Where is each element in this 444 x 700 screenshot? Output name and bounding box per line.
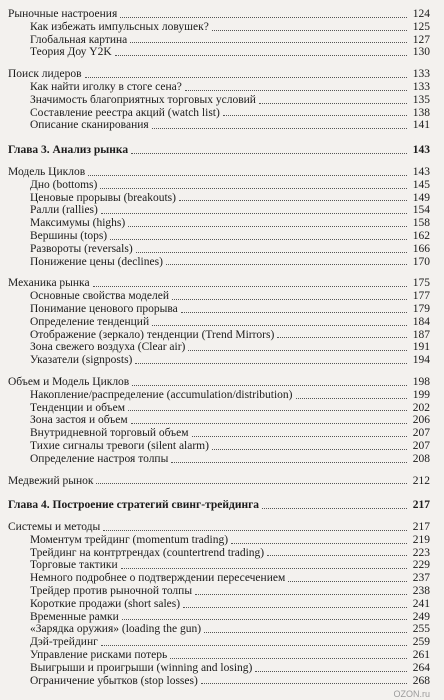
dot-leader [88,175,407,176]
section-spacer [8,157,430,166]
subsection-entry [8,329,430,342]
dot-leader [288,581,407,582]
entry-title: Выигрыши и проигрыши (winning and losing) [30,661,253,674]
dot-leader [171,462,407,463]
dot-leader [85,77,407,78]
dot-leader [166,264,407,265]
dot-leader [132,385,407,386]
section-entry [8,68,430,81]
dot-leader [192,436,407,437]
subsection-entry [8,636,430,649]
dot-leader [152,325,407,326]
section-entry [8,166,430,179]
dot-leader [128,410,407,411]
entry-title: Медвежий рынок [8,474,94,487]
subsection-entry [8,243,430,256]
entry-title: Определение настроя толпы [30,452,169,465]
page-number: 261 [412,649,430,662]
dot-leader [172,299,407,300]
page-number: 154 [412,204,430,217]
dot-leader [262,508,407,509]
subsection-entry [8,414,430,427]
dot-leader [101,645,407,646]
entry-title: Дно (bottoms) [30,178,98,191]
dot-leader [130,42,407,43]
entry-title: Накопление/распределение (accumulation/distribution) [30,388,293,401]
subsection-entry [8,402,430,415]
page-number: 207 [412,439,430,452]
page-number: 219 [412,533,430,546]
dot-leader [223,115,407,116]
page-number: 241 [412,597,430,610]
entry-title: Трейдер против рыночной толпы [30,585,193,598]
subsection-entry [8,389,430,402]
subsection-entry [8,585,430,598]
entry-title: Тихие сигналы тревоги (silent alarm) [30,439,209,452]
page-number: 179 [412,302,430,315]
entry-title: Временные рамки [30,610,119,623]
dot-leader [96,483,407,484]
page-number: 127 [412,33,430,46]
page-number: 184 [412,315,430,328]
subsection-entry [8,649,430,662]
page-number: 229 [412,559,430,572]
dot-leader [131,153,407,154]
entry-title: Системы и методы [8,521,101,534]
dot-leader [255,671,407,672]
entry-title: Рыночные настроения [8,8,118,20]
subsection-entry [8,534,430,547]
dot-leader [136,252,407,253]
page-number: 217 [412,521,430,534]
section-spacer [8,268,430,277]
entry-title: Развороты (reversals) [30,242,133,255]
table-of-contents [8,8,430,687]
page-number: 264 [412,661,430,674]
entry-title: Управление рисками потерь [30,649,168,662]
section-spacer [8,487,430,499]
dot-leader [212,30,407,31]
page-number: 133 [412,68,430,81]
subsection-entry [8,46,430,59]
page-number: 199 [412,388,430,401]
entry-title: Моментум трейдинг (momentum trading) [30,533,229,546]
dot-leader [93,286,407,287]
dot-leader [128,226,407,227]
section-entry [8,376,430,389]
entry-title: Теория Доу Y2K [30,46,112,59]
section-entry [8,8,430,21]
page-number: 191 [412,341,430,354]
subsection-entry [8,21,430,34]
subsection-entry [8,217,430,230]
dot-leader [267,555,407,556]
subsection-entry [8,230,430,243]
dot-leader [179,200,407,201]
entry-title: Поиск лидеров [8,68,82,81]
subsection-entry [8,256,430,269]
dot-leader [135,363,407,364]
page-number: 135 [412,93,430,106]
page-number: 143 [412,165,430,178]
entry-title: Определение тенденций [30,315,150,328]
entry-title: Короткие продажи (short sales) [30,597,181,610]
entry-title: Составление реестра акций (watch list) [30,106,220,119]
page-number: 187 [412,328,430,341]
page-number: 198 [412,375,430,388]
page-number: 268 [412,674,430,687]
page-number: 212 [412,474,430,487]
entry-title: «Зарядка оружия» (loading the gun) [30,623,202,636]
dot-leader [277,337,407,338]
page-number: 223 [412,546,430,559]
page-number: 124 [412,8,430,20]
entry-title: Внутридневной торговый объем [30,427,189,440]
chapter-entry [8,499,430,512]
entry-title: Зона застоя и объем [30,414,128,427]
dot-leader [185,90,407,91]
dot-leader [296,398,407,399]
page-number: 145 [412,178,430,191]
page-number: 149 [412,191,430,204]
page-number: 237 [412,572,430,585]
page-number: 138 [412,106,430,119]
subsection-entry [8,204,430,217]
subsection-entry [8,34,430,47]
dot-leader [212,449,407,450]
subsection-entry [8,662,430,675]
entry-title: Глава 3. Анализ рынка [8,144,129,157]
page-number: 217 [412,499,430,512]
subsection-entry [8,341,430,354]
entry-title: Тенденции и объем [30,401,125,414]
page-number: 175 [412,277,430,290]
entry-title: Трейдинг на контртрендах (countertrend trading) [30,546,265,559]
page-number: 170 [412,255,430,268]
subsection-entry [8,572,430,585]
page-number: 133 [412,80,430,93]
entry-title: Отображение (зеркало) тенденции (Trend Mirrors) [30,328,275,341]
entry-title: Максимумы (highs) [30,217,126,230]
page-number: 249 [412,610,430,623]
dot-leader [101,213,407,214]
dot-leader [110,239,407,240]
entry-title: Как найти иголку в стоге сена? [30,80,182,93]
subsection-entry [8,559,430,572]
entry-title: Немного подробнее о подтверждении пересечением [30,572,286,585]
subsection-entry [8,611,430,624]
entry-title: Значимость благоприятных торговых условий [30,93,256,106]
page-number: 177 [412,290,430,303]
entry-title: Ценовые прорывы (breakouts) [30,191,176,204]
entry-title: Механика рынка [8,277,90,290]
subsection-entry [8,107,430,120]
entry-title: Описание сканирования [30,119,149,132]
subsection-entry [8,179,430,192]
dot-leader [100,188,407,189]
dot-leader [183,607,407,608]
subsection-entry [8,598,430,611]
subsection-entry [8,547,430,560]
entry-title: Ограничение убытков (stop losses) [30,674,198,687]
dot-leader [121,568,407,569]
subsection-entry [8,427,430,440]
dot-leader [181,312,407,313]
subsection-entry [8,303,430,316]
section-entry [8,521,430,534]
entry-title: Ралли (rallies) [30,204,98,217]
page-number: 194 [412,354,430,367]
subsection-entry [8,453,430,466]
dot-leader [103,530,407,531]
entry-title: Дэй-трейдинг [30,636,98,649]
page-number: 158 [412,217,430,230]
section-spacer [8,367,430,376]
entry-title: Указатели (signposts) [30,354,133,367]
page-number: 125 [412,20,430,33]
section-spacer [8,512,430,521]
entry-title: Понимание ценового прорыва [30,302,178,315]
entry-title: Зона свежего воздуха (Clear air) [30,341,186,354]
section-spacer [8,59,430,68]
section-entry [8,475,430,488]
subsection-entry [8,94,430,107]
page-number: 130 [412,46,430,59]
subsection-entry [8,192,430,205]
subsection-entry [8,316,430,329]
entry-title: Торговые тактики [30,559,118,572]
dot-leader [115,55,407,56]
subsection-entry [8,290,430,303]
subsection-entry [8,354,430,367]
subsection-entry [8,81,430,94]
dot-leader [122,619,407,620]
subsection-entry [8,675,430,688]
section-spacer [8,132,430,144]
subsection-entry [8,119,430,132]
entry-title: Как избежать импульсных ловушек? [30,20,209,33]
watermark: OZON.ru [393,689,430,699]
page-number: 259 [412,636,430,649]
section-spacer [8,466,430,475]
dot-leader [201,683,407,684]
page-number: 143 [412,144,430,157]
dot-leader [120,17,407,18]
dot-leader [152,128,407,129]
page-number: 162 [412,229,430,242]
subsection-entry [8,623,430,636]
entry-title: Глава 4. Построение стратегий свинг-трейдинга [8,499,260,512]
page-number: 208 [412,452,430,465]
page-number: 141 [412,119,430,132]
chapter-entry [8,144,430,157]
page-number: 166 [412,242,430,255]
page-number: 238 [412,585,430,598]
dot-leader [204,632,407,633]
page-number: 207 [412,427,430,440]
page-number: 202 [412,401,430,414]
page-number: 255 [412,623,430,636]
dot-leader [231,543,407,544]
dot-leader [195,594,407,595]
entry-title: Модель Циклов [8,165,86,178]
dot-leader [170,658,407,659]
dot-leader [131,423,407,424]
section-entry [8,277,430,290]
entry-title: Основные свойства моделей [30,290,169,303]
entry-title: Глобальная картина [30,33,128,46]
dot-leader [259,103,407,104]
page-number: 206 [412,414,430,427]
entry-title: Понижение цены (declines) [30,255,163,268]
entry-title: Вершины (tops) [30,229,108,242]
entry-title: Объем и Модель Циклов [8,375,130,388]
subsection-entry [8,440,430,453]
dot-leader [188,350,407,351]
